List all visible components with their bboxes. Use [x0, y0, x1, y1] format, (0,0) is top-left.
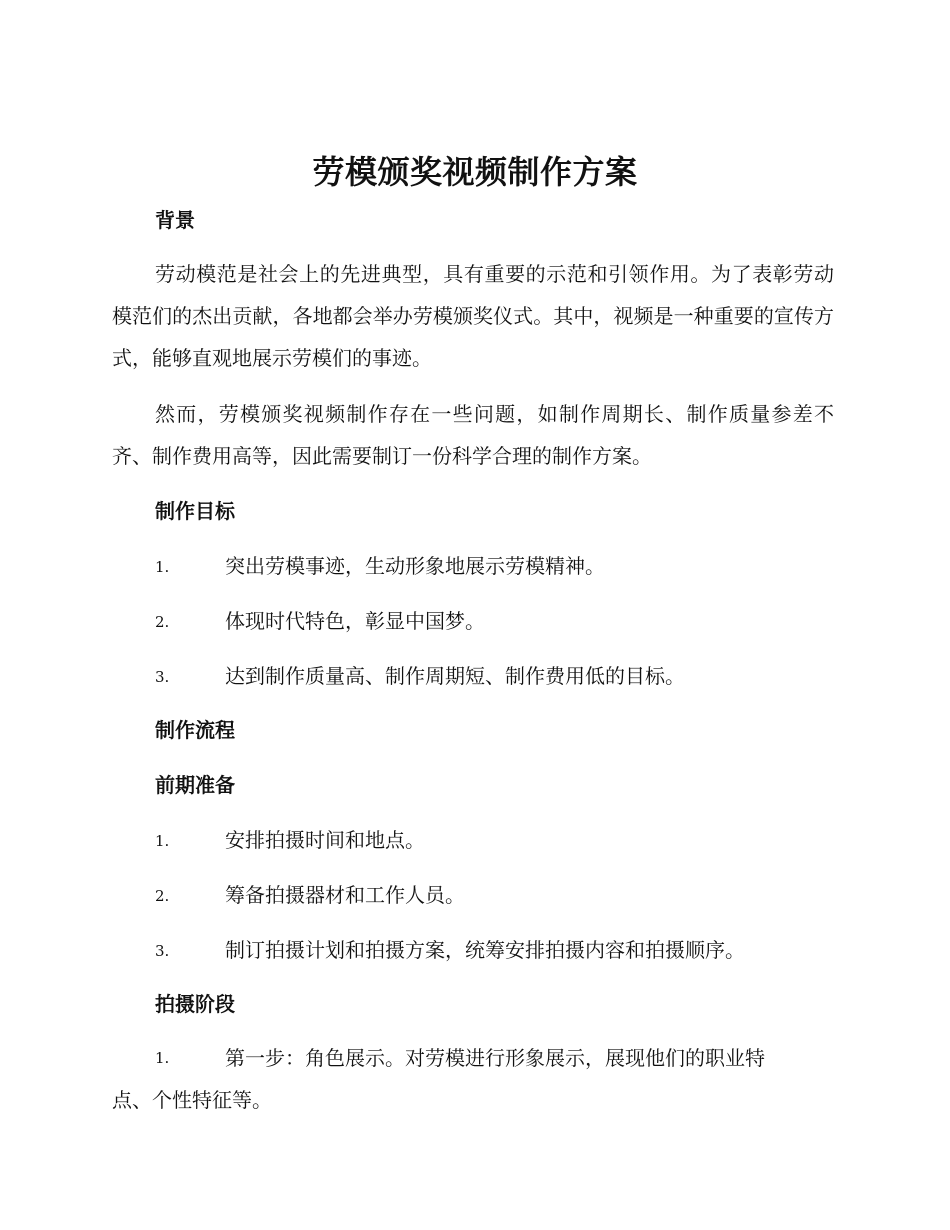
list-number: 2. [155, 887, 170, 905]
list-number: 3. [155, 942, 170, 960]
section-heading-background: 背景 [155, 208, 195, 232]
list-text: 体现时代特色，彰显中国梦。 [225, 609, 485, 633]
section-heading-goals: 制作目标 [155, 499, 235, 523]
list-text: 安排拍摄时间和地点。 [225, 828, 425, 852]
list-text: 突出劳模事迹，生动形象地展示劳模精神。 [225, 554, 605, 578]
list-item [112, 1037, 834, 1121]
list-text-continuation: 点、个性特征等。 [112, 1088, 272, 1112]
list-number: 1. [155, 558, 170, 576]
subsection-heading-preparation: 前期准备 [155, 773, 235, 797]
subsection-heading-shooting: 拍摄阶段 [155, 992, 235, 1016]
background-paragraph-1: 劳动模范是社会上的先进典型，具有重要的示范和引领作用。为了表彰劳动模范们的杰出贡献，各地都会举办劳模颁奖仪式。其中，视频是一种重要的宣传方式，能够直观地展示劳模们的事迹。 [112, 262, 834, 370]
list-number: 2. [155, 613, 170, 631]
section-heading-process: 制作流程 [155, 718, 235, 742]
document-title: 劳模颁奖视频制作方案 [312, 153, 638, 191]
background-paragraph-2: 然而，劳模颁奖视频制作存在一些问题，如制作周期长、制作质量参差不齐、制作费用高等，因此需要制订一份科学合理的制作方案。 [112, 402, 834, 468]
list-text: 第一步：角色展示。对劳模进行形象展示，展现他们的职业特 [225, 1046, 765, 1070]
list-text: 达到制作质量高、制作周期短、制作费用低的目标。 [225, 664, 685, 688]
list-number: 3. [155, 668, 170, 686]
list-number: 1. [155, 1049, 170, 1067]
list-number: 1. [155, 832, 170, 850]
list-text: 筹备拍摄器材和工作人员。 [225, 883, 465, 907]
list-text: 制订拍摄计划和拍摄方案，统筹安排拍摄内容和拍摄顺序。 [225, 938, 745, 962]
